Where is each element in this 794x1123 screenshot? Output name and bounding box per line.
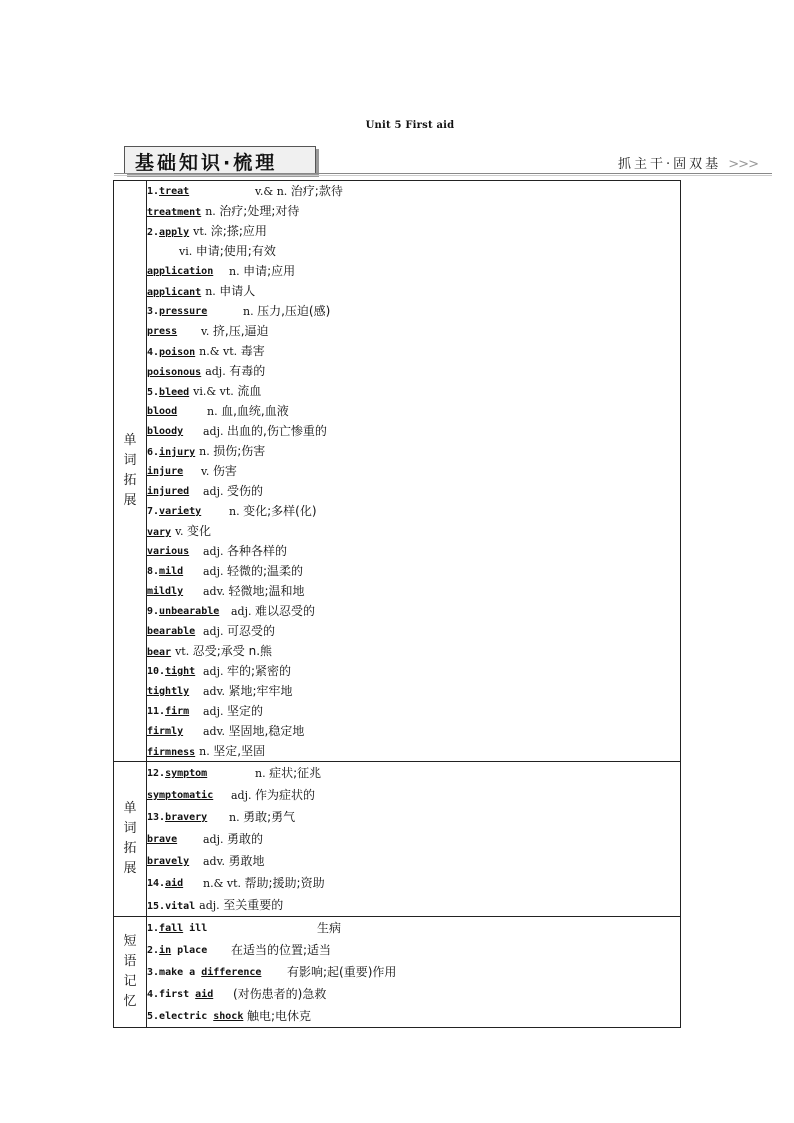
entry-pos: adj. (203, 665, 224, 678)
entry-word: application (147, 266, 214, 277)
entry-pos: v. (201, 325, 210, 338)
entry-meaning: 帮助;援助;资助 (244, 876, 325, 890)
entry-meaning: 治疗;款待 (290, 184, 343, 198)
entry-word: poisonous (147, 367, 202, 378)
entry-definition (203, 581, 305, 602)
chevrons-right-icon: >>> (728, 157, 758, 172)
vocab-entry (147, 621, 680, 641)
entry-word: unbearable (159, 606, 220, 617)
entry-meaning: 治疗;处理;对待 (219, 204, 300, 218)
entry-word: symptom (165, 768, 208, 779)
entry-definition (203, 421, 327, 442)
banner-subtitle (618, 153, 758, 172)
entry-number: 14. (147, 878, 166, 889)
entry-word: treatment (147, 207, 202, 218)
entry-number: 13. (147, 812, 166, 823)
entry-meaning: 难以忍受的 (255, 604, 316, 618)
entry-pos: n. (205, 285, 216, 298)
phrase-prefix: first (159, 989, 196, 1000)
entry-definition (203, 872, 325, 895)
entry-word: various (147, 546, 190, 557)
banner-title: 基础知识·梳理 (135, 152, 278, 174)
entry-meaning: 忍受;承受 n.熊 (192, 644, 273, 658)
section-label: 短语记忆 (123, 934, 137, 1009)
entry-definition (231, 601, 315, 622)
entry-pos: n. (207, 405, 218, 418)
entry-meaning: 紧地;牢牢地 (228, 684, 293, 698)
phrase-meaning: 触电;电休克 (247, 1009, 312, 1023)
entry-word: bear (147, 647, 172, 658)
entry-pos: n. (229, 265, 240, 278)
entry-word: brave (147, 834, 178, 845)
entry-pos: n. (205, 205, 216, 218)
entry-meaning: 勇敢;勇气 (243, 810, 296, 824)
entry-meaning: 涂;搽;应用 (210, 224, 267, 238)
section-label: 单词拓展 (123, 801, 137, 876)
entry-pos: v. (201, 465, 210, 478)
entry-number: 2. (147, 227, 160, 238)
entry-meaning: 损伤;伤害 (213, 444, 266, 458)
phrase-meaning: (对伤患者的)急救 (233, 987, 327, 1001)
entry-pos: adj. (203, 485, 224, 498)
vocab-entry (147, 341, 680, 361)
vocab-entry (147, 381, 680, 401)
entry-word: bravely (147, 856, 190, 867)
entry-word: mildly (147, 586, 184, 597)
entry-meaning: 症状;征兆 (269, 766, 322, 780)
entry-definition (189, 225, 267, 238)
entry-definition (231, 784, 315, 807)
entry-meaning: 坚定的 (227, 704, 264, 718)
entry-word: tight (165, 666, 196, 677)
vocab-entry (147, 481, 680, 501)
entry-definition (195, 445, 265, 458)
vocab-entry (147, 850, 680, 872)
section-row (114, 181, 681, 762)
entry-number: 1. (147, 186, 160, 197)
entry-number: 11. (147, 706, 166, 717)
vocab-entry (147, 421, 680, 441)
entry-meaning: 血,血统,血液 (221, 404, 289, 418)
entry-word: tightly (147, 686, 190, 697)
vocab-entry (147, 321, 680, 341)
entry-meaning: 受伤的 (227, 484, 264, 498)
entry-definition (229, 501, 317, 522)
entry-pos: adj. (205, 365, 226, 378)
section-content (147, 181, 681, 762)
entry-pos: adv. (203, 685, 226, 698)
vocab-entry (147, 762, 680, 784)
phrase-keyword: aid (195, 989, 214, 1000)
entry-pos: adj. (203, 833, 224, 846)
unit-title: Unit 5 First aid (365, 120, 455, 131)
entry-definition (203, 701, 263, 722)
phrase-meaning: 在适当的位置;适当 (231, 943, 332, 957)
phrase-entry (147, 983, 680, 1005)
entry-word: bleed (159, 387, 190, 398)
entry-number: 5. (147, 387, 160, 398)
entry-meaning: 作为症状的 (255, 788, 316, 802)
entry-pos: n. (199, 745, 210, 758)
entry-definition (203, 621, 275, 642)
entry-word: firmness (147, 747, 196, 758)
vocab-entry (147, 221, 680, 241)
entry-meaning: 毒害 (240, 344, 265, 358)
entry-pos: adj. (231, 605, 252, 618)
phrase-keyword: in (159, 945, 172, 956)
entry-pos: vt. (175, 645, 190, 658)
entry-definition (175, 245, 276, 258)
entry-meaning: 各种各样的 (227, 544, 288, 558)
entry-definition (243, 301, 330, 322)
entry-word: bravery (165, 812, 208, 823)
entry-definition (203, 661, 291, 682)
entry-pos: n.& vt. (203, 877, 242, 890)
entry-word: treat (159, 186, 190, 197)
vocab-entry (147, 461, 680, 481)
vocab-entry (147, 561, 680, 581)
entry-meaning: 坚固地,稳定地 (228, 724, 305, 738)
entry-meaning: 坚定,坚固 (213, 744, 266, 758)
banner-subtitle-text: 抓主干·固双基 (618, 157, 722, 172)
entry-meaning: 变化 (187, 524, 212, 538)
entry-number: 12. (147, 768, 166, 779)
vocab-entry (147, 501, 680, 521)
entry-pos: adj. (203, 625, 224, 638)
entry-word: applicant (147, 287, 202, 298)
vocab-entry (147, 601, 680, 621)
entry-number: 15. (147, 901, 166, 912)
vocab-entry (147, 721, 680, 741)
entry-word: symptomatic (147, 790, 214, 801)
phrase-prefix: electric (159, 1011, 214, 1022)
entry-pos: adj. (203, 565, 224, 578)
phrase-meaning: 有影响;起(重要)作用 (287, 965, 397, 979)
entry-definition (203, 850, 265, 873)
vocab-entry (147, 181, 680, 201)
entry-pos: n. (243, 305, 254, 318)
entry-definition (201, 321, 269, 342)
entry-definition (189, 385, 261, 398)
entry-word: firmly (147, 726, 184, 737)
entry-definition (195, 345, 265, 358)
phrase-keyword: fall (159, 923, 184, 934)
phrase-prefix: make a (159, 967, 202, 978)
entry-definition (229, 261, 295, 282)
section-row (114, 762, 681, 917)
phrase-suffix: place (171, 945, 208, 956)
entry-definition (171, 525, 211, 538)
entry-number: 4. (147, 347, 160, 358)
entry-meaning: 申请;应用 (243, 264, 296, 278)
entry-number: 10. (147, 666, 166, 677)
vocab-entry (147, 681, 680, 701)
vocab-entry (147, 361, 680, 381)
entry-word: bearable (147, 626, 196, 637)
section-label: 单词拓展 (123, 433, 137, 508)
phrase-number: 3. (147, 967, 160, 978)
entry-word: apply (159, 227, 190, 238)
section-content (147, 762, 681, 917)
entry-definition (203, 481, 263, 502)
phrase-keyword: difference (201, 967, 262, 978)
entry-meaning: 申请;使用;有效 (195, 244, 276, 258)
entry-pos: n. (229, 811, 240, 824)
entry-word: vital (165, 901, 196, 912)
phrase-entry (147, 939, 680, 961)
entry-meaning: 至关重要的 (223, 898, 284, 912)
entry-word: vary (147, 527, 172, 538)
banner-rule (114, 173, 772, 174)
phrase-number: 1. (147, 923, 160, 934)
entry-word: mild (159, 566, 184, 577)
entry-definition (203, 828, 263, 851)
entry-meaning: 伤害 (212, 464, 237, 478)
phrase-meaning: 生病 (317, 921, 342, 935)
phrase-keyword: shock (213, 1011, 244, 1022)
entry-meaning: 挤,压,逼迫 (212, 324, 269, 338)
entry-definition (201, 285, 255, 298)
entry-pos: adj. (199, 899, 220, 912)
entry-word: injured (147, 486, 190, 497)
vocab-entry (147, 872, 680, 894)
entry-definition (171, 645, 272, 658)
vocab-entry (147, 894, 680, 916)
entry-word: pressure (159, 306, 208, 317)
entry-definition (255, 181, 343, 202)
entry-pos: v.& n. (255, 185, 288, 198)
entry-word: bloody (147, 426, 184, 437)
section-content (147, 917, 681, 1028)
entry-meaning: 流血 (237, 384, 262, 398)
entry-definition (201, 365, 265, 378)
entry-definition (201, 205, 299, 218)
phrase-number: 2. (147, 945, 160, 956)
entry-pos: vi. (179, 245, 193, 258)
entry-meaning: 有毒的 (229, 364, 266, 378)
entry-meaning: 勇敢的 (227, 832, 264, 846)
entry-meaning: 出血的,伤亡惨重的 (227, 424, 327, 438)
entry-meaning: 申请人 (219, 284, 256, 298)
vocab-entry (147, 401, 680, 421)
vocabulary-table (113, 180, 681, 1028)
vocab-entry (147, 241, 680, 261)
phrase-number: 4. (147, 989, 160, 1000)
vocab-entry (147, 281, 680, 301)
entry-definition (203, 721, 304, 742)
entry-meaning: 牢的;紧密的 (227, 664, 292, 678)
section-label-cell (114, 917, 147, 1028)
vocab-entry (147, 261, 680, 281)
entry-word: variety (159, 506, 202, 517)
phrase-entry (147, 1005, 680, 1027)
entry-pos: adj. (203, 425, 224, 438)
entry-meaning: 轻微地;温和地 (228, 584, 305, 598)
vocab-entry (147, 641, 680, 661)
vocab-entry (147, 441, 680, 461)
vocab-entry (147, 741, 680, 761)
vocab-entry (147, 828, 680, 850)
entry-number: 3. (147, 306, 160, 317)
section-label-cell (114, 762, 147, 917)
entry-word: injure (147, 466, 184, 477)
section-row (114, 917, 681, 1028)
entry-number: 8. (147, 566, 160, 577)
entry-definition (195, 745, 265, 758)
vocab-entry (147, 701, 680, 721)
section-label-cell (114, 181, 147, 762)
entry-meaning: 勇敢地 (228, 854, 265, 868)
phrase-entry (147, 917, 680, 939)
entry-word: blood (147, 406, 178, 417)
entry-pos: n. (199, 445, 210, 458)
phrase-suffix: ill (183, 923, 208, 934)
entry-definition (207, 401, 289, 422)
entry-definition (201, 461, 237, 482)
entry-word: press (147, 326, 178, 337)
entry-pos: n. (255, 767, 266, 780)
section-banner (124, 146, 316, 174)
entry-pos: n.& vt. (199, 345, 238, 358)
entry-definition (229, 806, 295, 829)
entry-definition (203, 561, 303, 582)
entry-meaning: 压力,压迫(感) (257, 304, 331, 318)
phrase-number: 5. (147, 1011, 160, 1022)
entry-word: aid (165, 878, 184, 889)
entry-pos: adj. (231, 789, 252, 802)
entry-pos: vi.& vt. (193, 385, 234, 398)
vocab-entry (147, 661, 680, 681)
vocab-entry (147, 806, 680, 828)
entry-definition (203, 681, 293, 702)
entry-pos: n. (229, 505, 240, 518)
vocab-entry (147, 784, 680, 806)
entry-pos: v. (175, 525, 184, 538)
entry-meaning: 变化;多样(化) (243, 504, 317, 518)
entry-number: 7. (147, 506, 160, 517)
entry-definition (255, 762, 321, 785)
vocab-entry (147, 541, 680, 561)
entry-word: poison (159, 347, 196, 358)
entry-definition (195, 899, 283, 912)
vocab-entry (147, 301, 680, 321)
vocab-entry (147, 201, 680, 221)
banner-rule-shadow (114, 175, 772, 176)
entry-pos: adv. (203, 725, 226, 738)
entry-number: 6. (147, 447, 160, 458)
entry-definition (203, 541, 287, 562)
entry-word: firm (165, 706, 190, 717)
entry-pos: adj. (203, 545, 224, 558)
entry-number: 9. (147, 606, 160, 617)
entry-meaning: 轻微的;温柔的 (227, 564, 304, 578)
vocab-entry (147, 521, 680, 541)
entry-pos: adj. (203, 705, 224, 718)
entry-word: injury (159, 447, 196, 458)
vocab-entry (147, 581, 680, 601)
entry-pos: adv. (203, 855, 226, 868)
phrase-entry (147, 961, 680, 983)
entry-pos: adv. (203, 585, 226, 598)
entry-pos: vt. (193, 225, 208, 238)
entry-meaning: 可忍受的 (227, 624, 276, 638)
